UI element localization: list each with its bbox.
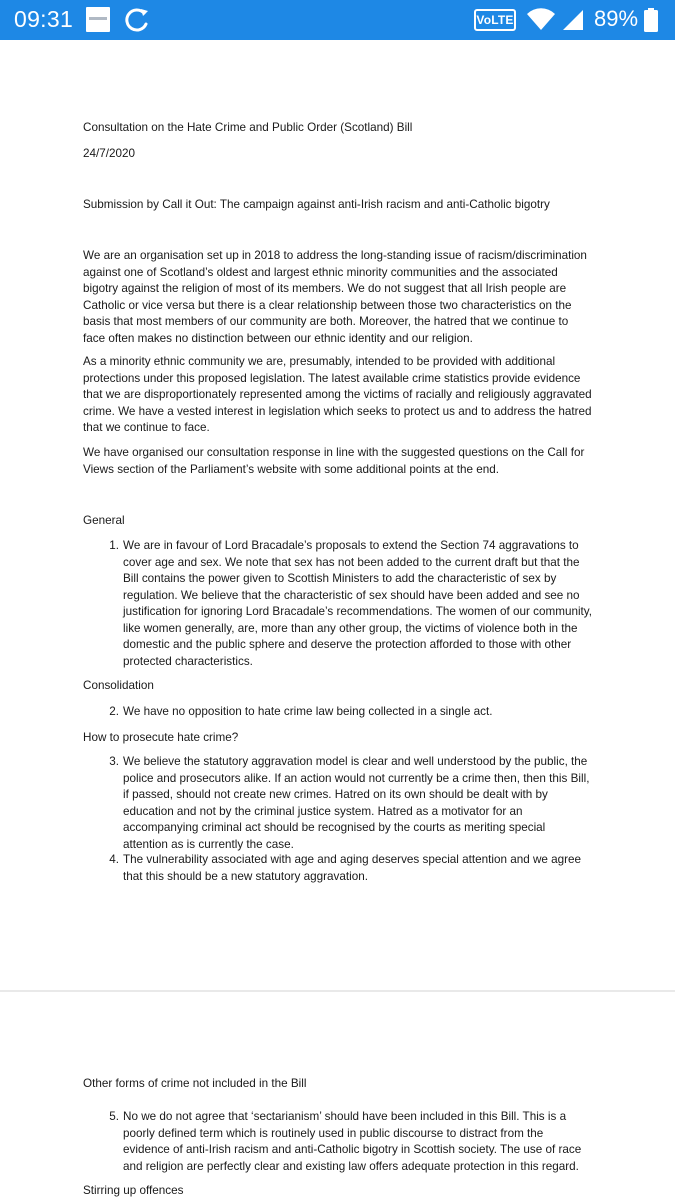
doc-title: Consultation on the Hate Crime and Public Order (Scotland) Bill — [83, 121, 413, 134]
section-heading-stirring-up: Stirring up offences — [83, 1184, 184, 1197]
intro-paragraph-2: As a minority ethnic community we are, presumably, intended to be provided with additional protections under this proposed legislation. The latest available crime statistics provide evidence that we are disproportionately represented among the victims of racially and religiously aggravated crime. We have a vested interest in legislation which seeks to protect us and to address the hatred that we continue to face. — [83, 355, 592, 434]
volte-badge: VoLTE — [474, 9, 516, 31]
section-heading-general: General — [83, 514, 125, 527]
list-item-number: 5. — [109, 1110, 119, 1123]
list-item-text: We are in favour of Lord Bracadale’s proposals to extend the Section 74 aggravations to cover age and sex. We note that sex has not been added to the current draft but that the Bill contains the power given to Scottish Ministers to add the characteristic of sex by regulation. We believe that the characteristic of sex should have been added and see no justification for ignoring Lord Bracadale’s recommendations. The women of our community, like women generally, are, more than any other group, the victims of violence both in the domestic and the public sphere and deserve the protection afforded to those with other protected characteristics. — [123, 539, 593, 668]
status-time: 09:31 — [14, 6, 74, 32]
list-item-number: 3. — [109, 755, 119, 768]
list-item-text: We have no opposition to hate crime law being collected in a single act. — [123, 705, 493, 718]
battery-percent: 89% — [594, 6, 639, 31]
list-item-number: 2. — [109, 705, 119, 718]
intro-paragraph-1: We are an organisation set up in 2018 to address the long-standing issue of racism/discrimination against one of Scotland’s oldest and largest ethnic minority communities and the associated bigotry against the religion of most of its members. We do not suggest that all Irish people are Catholic or vice versa but there is a clear relationship between those two characteristics on the basis that most members of our community are both. Moreover, the hatred that we continue to face often makes no distinction between our ethnic identity and our religion. — [83, 249, 587, 345]
section-heading-other-crime: Other forms of crime not included in the Bill — [83, 1077, 307, 1090]
section-heading-prosecute: How to prosecute hate crime? — [83, 731, 239, 744]
list-item-text: No we do not agree that ‘sectarianism’ should have been included in this Bill. This is a poorly defined term which is routinely used in public discourse to distract from the evidence of anti-Irish racism and anti-Catholic bigotry in Scottish society. The use of race and religion are perfectly clear and existing law offers adequate protection in this regard. — [123, 1110, 582, 1173]
intro-paragraph-3: We have organised our consultation response in line with the suggested questions on the Call for Views section of the Parliament’s website with some additional points at the end. — [83, 446, 585, 476]
section-heading-consolidation: Consolidation — [83, 679, 154, 692]
list-item-number: 4. — [109, 853, 119, 866]
list-item-text: The vulnerability associated with age and aging deserves special attention and we agree that this should be a new statutory aggravation. — [123, 853, 582, 883]
list-item-text: We believe the statutory aggravation model is clear and well understood by the public, the police and prosecutors alike. If an action would not currently be a crime then, then this Bill, if passed, should not create new crimes. Hatred on its own should be dealt with by education and not by the criminal justice system. Hatred as a motivator for an accompanying criminal act should be recognised by the courts as meriting special attention as is currently the case. — [123, 755, 590, 851]
list-item-number: 1. — [109, 539, 119, 552]
doc-date: 24/7/2020 — [83, 147, 135, 160]
doc-submission: Submission by Call it Out: The campaign against anti-Irish racism and anti-Catholic bigotry — [83, 198, 550, 211]
